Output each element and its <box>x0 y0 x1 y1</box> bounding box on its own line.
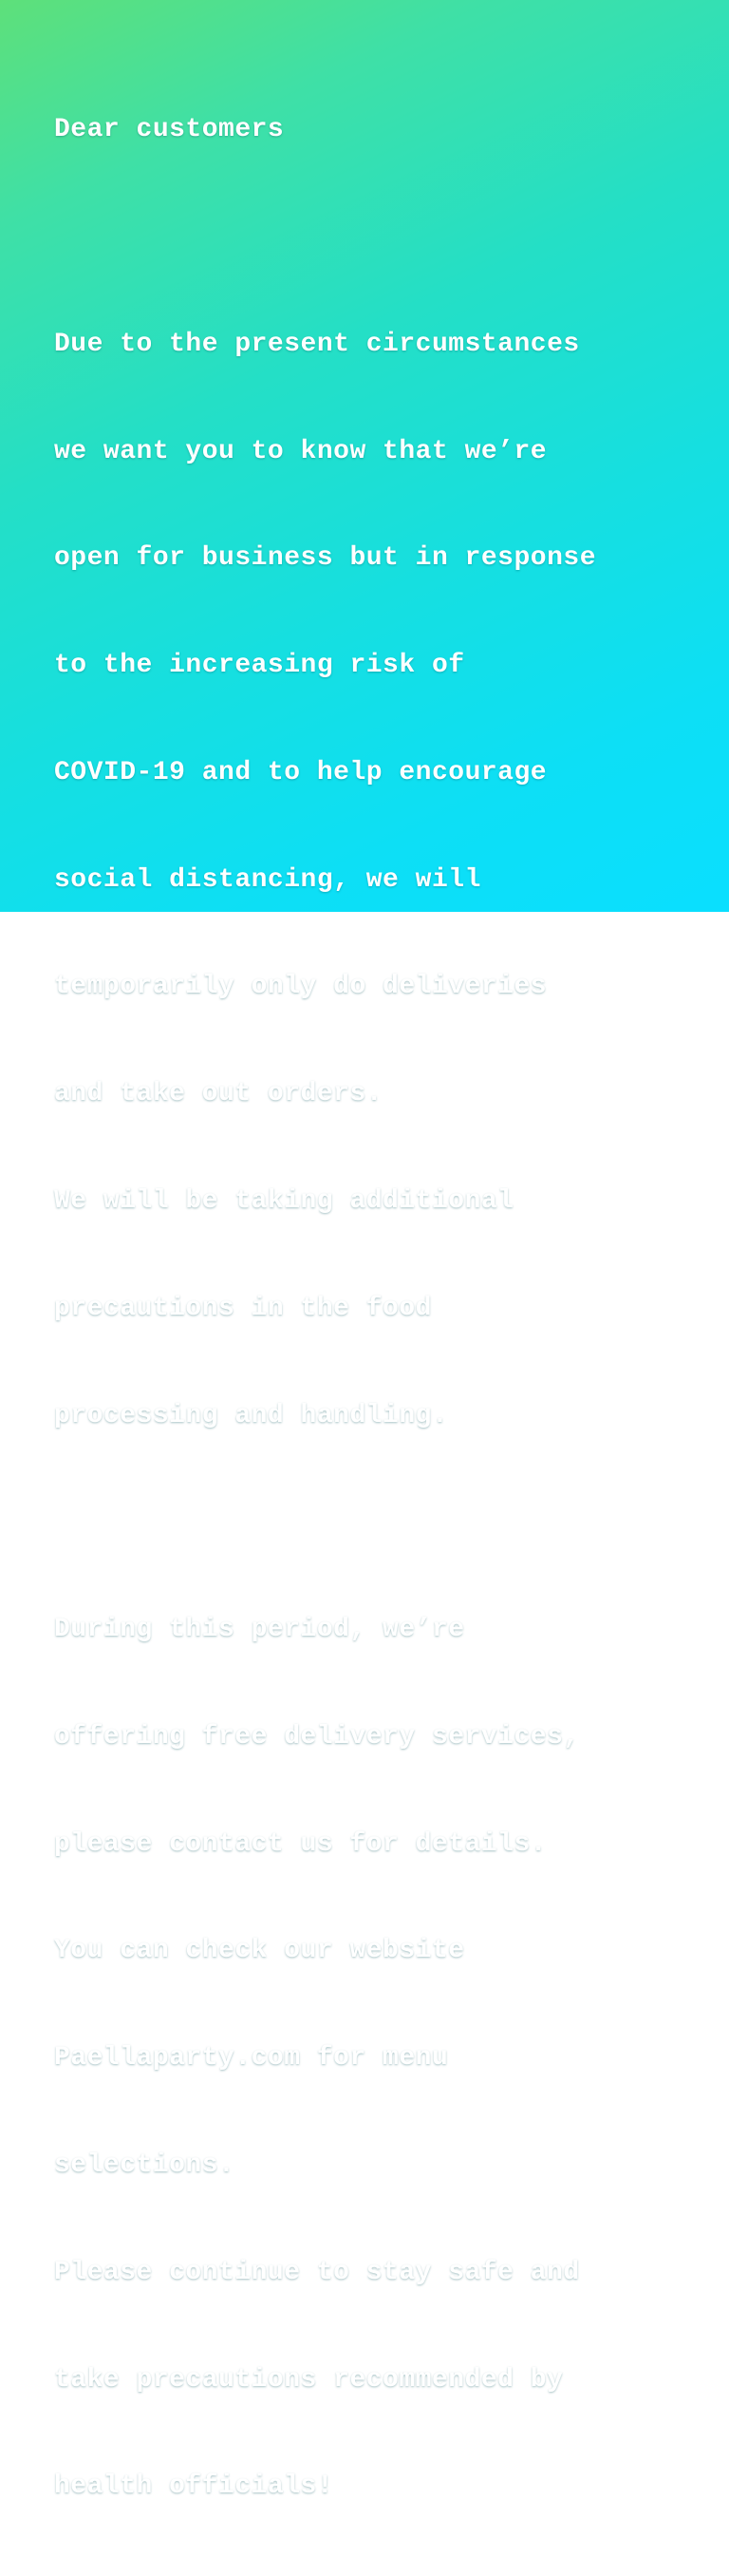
text-line: precautions in the food <box>54 1293 432 1323</box>
text-line: You can check our website <box>54 1936 465 1966</box>
text-line: During this period, we’re <box>54 1615 465 1645</box>
text-line: processing and handling. <box>54 1400 449 1430</box>
text-line: social distancing, we will <box>54 864 481 895</box>
text-line: offering free delivery services, <box>54 1721 580 1752</box>
text-line: and take out orders. <box>54 1079 383 1109</box>
text-line: we want you to know that we’re <box>54 436 548 466</box>
text-line: temporarily only do deliveries <box>54 972 548 1002</box>
text-line: to the increasing risk of <box>54 651 465 681</box>
text-line: please contact us for details. <box>54 1828 548 1859</box>
text-line: Due to the present circumstances <box>54 329 580 359</box>
blank-line <box>54 1505 719 1541</box>
text-line: take precautions recommended by <box>54 2364 564 2395</box>
text-line: We will be taking additional <box>54 1186 514 1216</box>
blank-line <box>54 219 719 256</box>
closing-line: health officials! <box>54 2472 334 2502</box>
text-line: Please continue to stay safe and <box>54 2257 580 2287</box>
text-line: open for business but in response <box>54 543 596 574</box>
website-line: Paellaparty.com for menu <box>54 2043 449 2074</box>
announcement-text <box>54 41 719 2576</box>
text-line: selections. <box>54 2150 235 2181</box>
text-line: COVID-19 and to help encourage <box>54 757 548 787</box>
greeting-line: Dear customers <box>54 115 285 145</box>
